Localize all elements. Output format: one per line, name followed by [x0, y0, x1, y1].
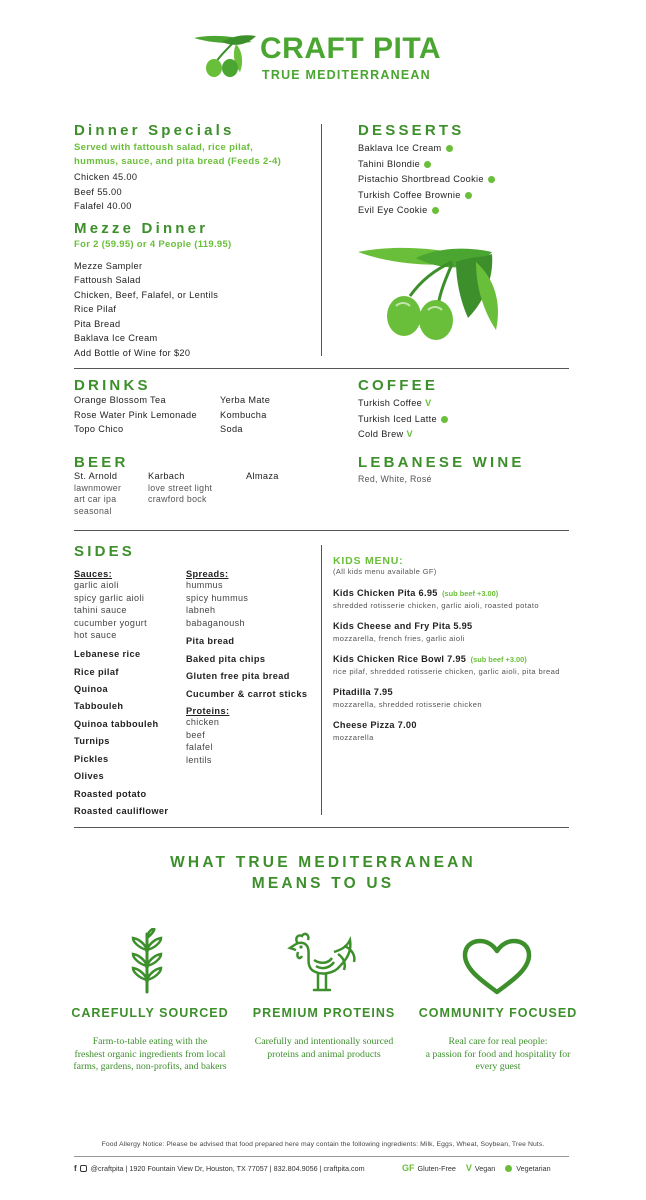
side-item: Gluten free pita bread [186, 671, 290, 681]
kids-item [333, 682, 623, 709]
mezze-item: Fattoush Salad [74, 275, 141, 285]
kids-item-name: Cheese Pizza 7.00 [333, 720, 417, 730]
vegetarian-icon [465, 192, 472, 199]
beer-brand [246, 471, 279, 483]
beer-brand [74, 471, 121, 517]
brand-logo [192, 32, 456, 84]
side-item: Olives [74, 771, 104, 781]
legend-vegan: Vegan [474, 1163, 496, 1173]
drinks-col-2 [220, 393, 270, 437]
drinks-col-1 [74, 393, 197, 437]
side-item: Quinoa [74, 684, 109, 694]
mezze-item: Pita Bread [74, 318, 121, 329]
proteins-heading: Proteins: [186, 706, 230, 716]
section-divider [74, 530, 569, 531]
value-desc [408, 1036, 588, 1074]
spread-item: hummus [186, 580, 223, 590]
coffee-item: Turkish Coffee V [358, 398, 432, 408]
wine-section [358, 454, 578, 486]
side-item: Roasted potato [74, 789, 147, 799]
facebook-icon[interactable]: f [74, 1164, 77, 1173]
beer-style: seasonal [74, 505, 112, 516]
kids-item-desc: mozzarella [333, 733, 374, 742]
kids-item [333, 583, 623, 610]
dinner-item: Chicken 45.00 [74, 172, 138, 182]
spreads-group [186, 569, 248, 629]
desserts-section [358, 122, 578, 219]
sauce-item: hot sauce [74, 630, 117, 640]
vegetarian-icon [505, 1165, 512, 1172]
sauces-heading: Sauces: [74, 569, 113, 579]
side-item: Pickles [74, 754, 109, 764]
sauces-group [74, 569, 147, 642]
vegan-mark: V [465, 1163, 472, 1173]
footer-contact [74, 1164, 365, 1173]
spread-item: spicy hummus [186, 592, 249, 603]
kids-item [333, 616, 623, 643]
kids-item-desc: shredded rotisserie chicken, garlic aioli, roasted potato [333, 601, 539, 610]
kids-item-extra: (sub beef +3.00) [442, 589, 499, 598]
vegan-mark: V [425, 398, 432, 408]
kids-menu-note: (All kids menu available GF) [333, 567, 437, 576]
coffee-item: Turkish Iced Latte [358, 412, 578, 428]
vegan-mark: V [406, 429, 414, 439]
mezze-title: Mezze Dinner [74, 220, 209, 237]
value-desc-line: a passion for food and hospitality for [425, 1048, 571, 1060]
proteins-group [186, 706, 229, 766]
value-title: PREMIUM PROTEINS [252, 1006, 396, 1020]
olive-branch-icon [356, 244, 506, 344]
mezze-subtitle: For 2 (59.95) or 4 People (119.95) [74, 239, 232, 250]
dessert-item: Evil Eye Cookie [358, 203, 578, 219]
side-item: Quinoa tabbouleh [74, 719, 159, 729]
mezze-item: Chicken, Beef, Falafel, or Lentils [74, 289, 219, 300]
beer-style: crawford bock [148, 494, 207, 504]
beer-section [74, 454, 128, 471]
sprout-icon [128, 928, 166, 994]
dessert-item: Pistachio Shortbread Cookie [358, 172, 578, 188]
legend-gluten-free: Gluten-Free [417, 1163, 456, 1173]
value-desc-line: freshest organic ingredients from local [74, 1048, 226, 1060]
kids-item-desc: mozzarella, shredded rotisserie chicken [333, 700, 482, 709]
drink-item: Topo Chico [74, 424, 124, 434]
values-title-line-1: WHAT TRUE MEDITERRANEAN [170, 854, 476, 871]
kids-item-extra: (sub beef +3.00) [470, 655, 527, 664]
sides-title-wrap [74, 543, 135, 560]
desserts-title: DESSERTS [358, 122, 465, 139]
protein-item: lentils [186, 754, 212, 765]
dessert-item: Turkish Coffee Brownie [358, 188, 578, 204]
gluten-free-mark: GF [402, 1163, 415, 1173]
sauce-item: cucumber yogurt [74, 617, 148, 628]
value-desc-line: Real care for real people: [448, 1036, 548, 1047]
section-divider [74, 827, 569, 828]
vegetarian-icon [446, 145, 453, 152]
beer-brand-name: Almaza [246, 471, 279, 481]
kids-item-name: Kids Chicken Pita 6.95 [333, 588, 438, 598]
side-item: Rice pilaf [74, 667, 119, 677]
legend-vegetarian: Vegetarian [516, 1163, 551, 1173]
column-divider [321, 545, 322, 815]
diet-legend [402, 1163, 551, 1173]
brand-name: CRAFT PITA [260, 32, 442, 65]
value-desc-line: Carefully and intentionally sourced [254, 1036, 394, 1047]
kids-menu-section [333, 555, 623, 742]
value-title: CAREFULLY SOURCED [71, 1006, 229, 1020]
footer-contact-text: @craftpita | 1920 Fountain View Dr, Houston, TX 77057 | 832.804.9056 | craftpita.com [90, 1164, 365, 1173]
drinks-section [74, 377, 334, 394]
mezze-section [74, 220, 324, 360]
beer-brand [148, 471, 212, 506]
mezze-item: Add Bottle of Wine for $20 [74, 347, 191, 358]
value-desc-line: Farm-to-table eating with the [92, 1036, 208, 1047]
mezze-item: Rice Pilaf [74, 304, 117, 314]
footer-divider [74, 1156, 569, 1157]
coffee-item: Cold Brew V [358, 429, 414, 439]
values-title-line-2: MEANS TO US [251, 875, 395, 892]
sauce-item: garlic aioli [74, 580, 119, 590]
sauce-item: spicy garlic aioli [74, 592, 145, 603]
beer-title: BEER [74, 454, 129, 471]
allergy-notice: Food Allergy Notice: Please be advised that food prepared here may contain the following ingredients: Milk, Eggs, Wheat, Soybean, Tree Nuts. [101, 1141, 545, 1148]
kids-item-name: Kids Chicken Rice Bowl 7.95 [333, 654, 467, 664]
dessert-item: Baklava Ice Cream [358, 141, 578, 157]
value-desc [234, 1036, 414, 1061]
beer-brand-name: St. Arnold [74, 471, 118, 481]
sauce-item: tahini sauce [74, 605, 127, 615]
kids-item-name: Pitadilla 7.95 [333, 687, 393, 697]
kids-item-name: Kids Cheese and Fry Pita 5.95 [333, 621, 473, 631]
drink-item: Kombucha [220, 409, 267, 420]
heart-icon [462, 938, 532, 996]
rooster-icon [284, 930, 358, 994]
drinks-title: DRINKS [74, 377, 151, 394]
side-item: Tabbouleh [74, 701, 124, 711]
spread-item: babaganoush [186, 617, 245, 628]
coffee-title: COFFEE [358, 377, 439, 394]
vegetarian-icon [432, 207, 439, 214]
drink-item: Soda [220, 424, 243, 434]
vegetarian-icon [424, 161, 431, 168]
protein-item: beef [186, 729, 206, 740]
kids-menu-title: KIDS MENU: [333, 555, 404, 567]
side-item: Baked pita chips [186, 654, 266, 664]
value-desc-line: farms, gardens, non-profits, and bakers [73, 1061, 227, 1072]
coffee-section [358, 377, 578, 443]
value-desc-line: proteins and animal products [267, 1048, 381, 1060]
drink-item: Yerba Mate [220, 395, 271, 405]
olive-logo-icon [192, 32, 260, 82]
kids-item-desc: rice pilaf, shredded rotisserie chicken, garlic aioli, pita bread [333, 667, 560, 676]
dinner-specials-title: Dinner Specials [74, 122, 235, 139]
spreads-heading: Spreads: [186, 569, 229, 579]
dinner-specials-subtitle-1: Served with fattoush salad, rice pilaf, [74, 142, 254, 153]
dinner-specials-section [74, 122, 324, 214]
values-heading [0, 852, 646, 894]
kids-item [333, 715, 623, 742]
side-item: Turnips [74, 736, 110, 746]
dinner-item: Beef 55.00 [74, 186, 122, 197]
beer-brand-name: Karbach [148, 471, 185, 481]
side-item: Cucumber & carrot sticks [186, 689, 308, 699]
brand-tagline: TRUE MEDITERRANEAN [262, 68, 431, 82]
wine-desc: Red, White, Rosé [358, 474, 432, 484]
drink-item: Rose Water Pink Lemonade [74, 409, 197, 420]
wine-title: LEBANESE WINE [358, 454, 525, 471]
side-item: Roasted cauliflower [74, 806, 169, 816]
section-divider [74, 368, 569, 369]
protein-item: chicken [186, 717, 220, 727]
beer-style: love street light [148, 482, 213, 493]
side-item: Lebanese rice [74, 649, 141, 659]
protein-item: falafel [186, 742, 213, 752]
value-desc-line: every guest [475, 1061, 521, 1072]
sides-title: SIDES [74, 543, 136, 560]
kids-item [333, 649, 623, 676]
drink-item: Orange Blossom Tea [74, 395, 166, 405]
instagram-icon[interactable] [80, 1165, 87, 1172]
vegetarian-icon [488, 176, 495, 183]
side-item: Pita bread [186, 636, 235, 646]
beer-style: lawnmower [74, 482, 122, 493]
value-desc [60, 1036, 240, 1074]
dinner-item: Falafel 40.00 [74, 201, 132, 211]
kids-item-desc: mozzarella, french fries, garlic aioli [333, 634, 465, 643]
spread-item: labneh [186, 605, 216, 615]
value-title: COMMUNITY FOCUSED [418, 1006, 578, 1020]
beer-style: art car ipa [74, 494, 117, 504]
mezze-item: Mezze Sampler [74, 260, 143, 271]
dessert-item: Tahini Blondie [358, 157, 578, 173]
column-divider [321, 124, 322, 356]
vegetarian-icon [441, 416, 448, 423]
dinner-specials-subtitle-2: hummus, sauce, and pita bread (Feeds 2-4) [74, 155, 282, 167]
mezze-item: Baklava Ice Cream [74, 333, 158, 343]
